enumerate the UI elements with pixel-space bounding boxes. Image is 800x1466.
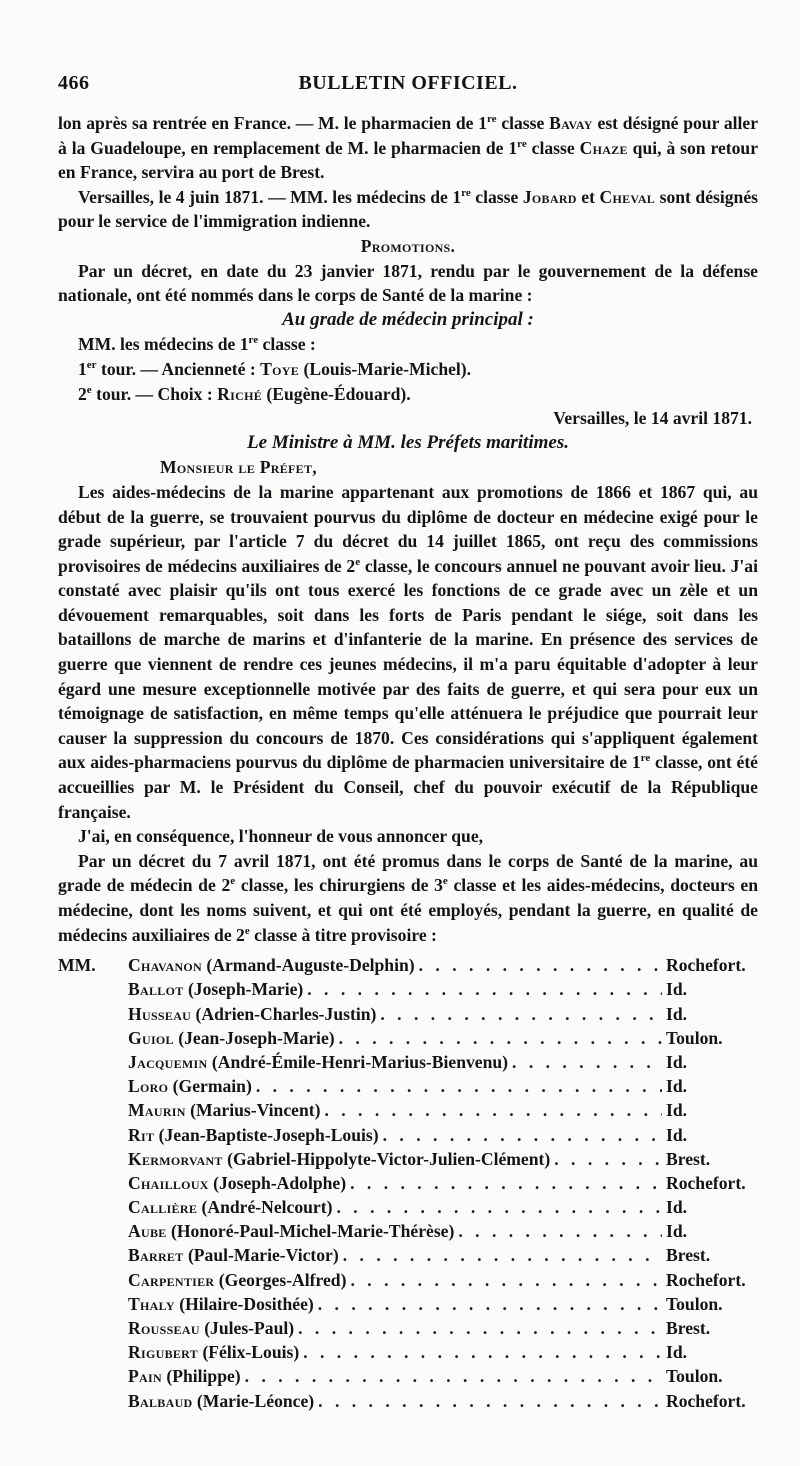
surname: Jobard: [522, 186, 577, 207]
person-name: [128, 1098, 320, 1122]
list-item: [58, 977, 758, 1001]
person-name: [128, 1123, 379, 1147]
person-name: [128, 1026, 335, 1050]
list-item: [58, 1195, 758, 1219]
port-name: Toulon.: [666, 1027, 723, 1048]
given-names: (Marie-Léonce): [192, 1390, 315, 1411]
port-name: Toulon.: [666, 1293, 723, 1314]
port-name: Id.: [666, 1003, 688, 1024]
given-names: (Joseph-Marie): [183, 979, 304, 1000]
given-names: (Honoré-Paul-Michel-Marie-Thérèse): [166, 1221, 455, 1242]
dot-leader: [350, 1171, 662, 1195]
dot-leader: [343, 1243, 662, 1267]
surname: Carpentier: [128, 1269, 215, 1290]
person-name: [128, 1219, 454, 1243]
date-line: Versailles, le 14 avril 1871.: [553, 408, 752, 429]
surname: Husseau: [128, 1003, 192, 1024]
surname: Ballot: [128, 979, 184, 1000]
tour-line-1: 1er tour. — Ancienneté : Toye (Louis-Marie-Michel).: [78, 358, 472, 379]
port-name: Brest.: [666, 1245, 711, 1266]
dot-leader: [318, 1389, 662, 1413]
person-name: [128, 1195, 332, 1219]
person-name: [128, 1340, 299, 1364]
port-name: Id.: [666, 1124, 688, 1145]
person-name: [128, 1316, 294, 1340]
person-name: [128, 1074, 252, 1098]
port-name: Rochefort.: [666, 955, 746, 976]
given-names: (André-Nelcourt): [197, 1197, 333, 1218]
list-item: [58, 1147, 758, 1171]
port-name: Rochefort.: [666, 1269, 746, 1290]
paragraph-consequence: J'ai, en conséquence, l'honneur de vous annoncer que,: [78, 826, 484, 847]
surname: Cheval: [599, 186, 656, 207]
list-item: [58, 1171, 758, 1195]
given-names: (Adrien-Charles-Justin): [191, 1003, 377, 1024]
surname: Jacquemin: [128, 1051, 208, 1072]
dot-leader: [303, 1340, 662, 1364]
surname: Aube: [128, 1221, 167, 1242]
surname: Chaze: [579, 137, 628, 158]
person-name: [128, 1364, 241, 1388]
port-name: Id.: [666, 1100, 688, 1121]
document-body: [58, 111, 758, 1413]
dot-leader: [380, 1002, 662, 1026]
surname: Loro: [128, 1076, 169, 1097]
dot-leader: [339, 1026, 662, 1050]
person-name: [128, 1171, 346, 1195]
given-names: (Jean-Joseph-Marie): [173, 1027, 335, 1048]
list-item: [58, 1123, 758, 1147]
dot-leader: [245, 1364, 662, 1388]
paragraph-bavay: lon après sa rentrée en France. — M. le pharmacien de 1re classe Bavay est désigné pour aller à la Guadeloupe, en remplacement de M. le pharmacien de 1re classe Chaze qui, à son retour en France, servira au port de Brest.: [58, 113, 759, 183]
list-item: [58, 1316, 758, 1340]
person-name: [128, 1389, 314, 1413]
person-name: [128, 977, 303, 1001]
list-item: [58, 1389, 758, 1413]
surname: Riché: [217, 383, 263, 404]
promotion-list: [58, 953, 758, 1413]
surname: Rigubert: [128, 1342, 199, 1363]
list-item: [58, 1050, 758, 1074]
port-name: Id.: [666, 1051, 688, 1072]
port-name: Rochefort.: [666, 1172, 746, 1193]
person-name: [128, 1243, 339, 1267]
given-names: (Gabriel-Hippolyte-Victor-Julien-Clément): [222, 1148, 551, 1169]
port-name: Brest.: [666, 1148, 711, 1169]
given-names: (Armand-Auguste-Delphin): [202, 955, 415, 976]
dot-leader: [336, 1195, 662, 1219]
given-names: (André-Émile-Henri-Marius-Bienvenu): [207, 1051, 509, 1072]
person-name: [128, 953, 415, 977]
dot-leader: [350, 1268, 662, 1292]
tour-line-2: 2e tour. — Choix : Riché (Eugène-Édouard).: [78, 383, 411, 404]
list-item: [58, 1026, 758, 1050]
surname: Callière: [128, 1197, 198, 1218]
given-names: (Marius-Vincent): [185, 1100, 321, 1121]
running-title: BULLETIN OFFICIEL.: [298, 72, 518, 94]
person-name: [128, 1050, 508, 1074]
port-name: Id.: [666, 1221, 688, 1242]
port-name: Rochefort.: [666, 1390, 746, 1411]
given-names: (Paul-Marie-Victor): [183, 1245, 339, 1266]
given-names: (Germain): [168, 1076, 252, 1097]
dot-leader: [307, 977, 662, 1001]
person-name: [128, 1147, 550, 1171]
port-name: Toulon.: [666, 1366, 723, 1387]
surname: Kermorvant: [128, 1148, 223, 1169]
list-item: [58, 1243, 758, 1267]
dot-leader: [554, 1147, 662, 1171]
surname: Balbaud: [128, 1390, 193, 1411]
page-header: [58, 72, 758, 102]
list-item: [58, 1292, 758, 1316]
list-item: [58, 1364, 758, 1388]
person-name: [128, 1292, 314, 1316]
salutation: Monsieur le Préfet,: [160, 457, 317, 478]
given-names: (Georges-Alfred): [214, 1269, 347, 1290]
dot-leader: [256, 1074, 662, 1098]
dot-leader: [383, 1123, 662, 1147]
port-name: Id.: [666, 1342, 688, 1363]
list-item: [58, 1268, 758, 1292]
surname: Guiol: [128, 1027, 174, 1048]
port-name: Brest.: [666, 1318, 711, 1338]
surname: Thaly: [128, 1293, 175, 1314]
port-name: Id.: [666, 979, 688, 1000]
paragraph-decret-janvier: Par un décret, en date du 23 janvier 1871, rendu par le gouvernement de la défense nationale, ont été nommés dans le corps de Santé de la marine :: [58, 260, 758, 306]
given-names: (Philippe): [161, 1366, 241, 1387]
dot-leader: [512, 1050, 662, 1074]
paragraph-jobard: Versailles, le 4 juin 1871. — MM. les médecins de 1re classe Jobard et Cheval sont désignés pour le service de l'immigration indienne.: [58, 186, 759, 232]
given-names: (Hilaire-Dosithée): [174, 1293, 314, 1314]
ministre-heading: Le Ministre à MM. les Préfets maritimes.: [247, 431, 569, 453]
paragraph-decret-avril: Par un décret du 7 avril 1871, ont été promus dans le corps de Santé de la marine, au grade de médecin de 2e classe, les chirurgiens de 3e classe et les aides-médecins, docteurs en médecine, dont les noms suivent, et qui ont été employés, pendant la guerre, en qualité de médecins auxiliaires de 2e classe à titre provisoire :: [58, 850, 758, 945]
surname: Toye: [260, 358, 300, 379]
surname: Maurin: [128, 1100, 186, 1121]
surname: Barret: [128, 1245, 184, 1266]
given-names: (Félix-Louis): [198, 1342, 300, 1363]
list-item: [58, 1219, 758, 1243]
list-item: [58, 953, 758, 977]
grade-heading: Au grade de médecin principal :: [282, 308, 534, 330]
person-name: [128, 1002, 376, 1026]
given-names: (Joseph-Adolphe): [208, 1172, 347, 1193]
mm-line: MM. les médecins de 1re classe :: [78, 334, 316, 355]
page-number: 466: [58, 72, 90, 94]
surname: Rit: [128, 1124, 155, 1145]
dot-leader: [318, 1292, 662, 1316]
surname: Rousseau: [128, 1318, 200, 1338]
surname: Bavay: [549, 113, 593, 133]
list-item: [58, 1074, 758, 1098]
surname: Pain: [128, 1366, 162, 1387]
promotions-heading: Promotions.: [360, 235, 456, 256]
surname: Chailloux: [128, 1172, 209, 1193]
given-names: (Jules-Paul): [199, 1318, 295, 1338]
dot-leader: [324, 1098, 662, 1122]
port-name: Id.: [666, 1197, 688, 1218]
surname: Chavanon: [128, 955, 203, 976]
list-item: [58, 1098, 758, 1122]
dot-leader: [419, 953, 662, 977]
list-item: [58, 1002, 758, 1026]
paragraph-aides-medecins: Les aides-médecins de la marine appartenant aux promotions de 1866 et 1867 qui, au début de la guerre, se trouvaient pourvus du diplôme de docteur en médecine exigé pour le grade supérieur, par l'article 7 du décret du 14 juillet 1865, ont reçu des commissions provisoires de médecins auxiliaires de 2e classe, le concours annuel ne pouvant avoir lieu. J'ai constaté avec plaisir qu'ils ont tous exercé les fonctions de ce grade avec un zèle et un dévouement remarquables, soit dans les forts de Paris pendant le siége, soit dans les bataillons de marche de marins et d'infanterie de la marine. En présence des services de guerre que viennent de rendre ces jeunes médecins, il m'a paru équitable d'adopter à leur égard une mesure exceptionnelle motivée par des faits de guerre, et qui sera pour eux un témoignage de satisfaction, en même temps qu'elle atténuera le préjudice que pourrait leur causer la suppression du concours de 1870. Ces considérations qui s'appliquent également aux aides-pharmaciens pourvus du diplôme de pharmacien universitaire de 1re classe, ont été accueillies par M. le Président du Conseil, chef du pouvoir exécutif de la République française.: [58, 481, 758, 822]
person-name: [128, 1268, 346, 1292]
dot-leader: [298, 1316, 662, 1340]
list-item: [58, 1340, 758, 1364]
given-names: (Jean-Baptiste-Joseph-Louis): [154, 1124, 379, 1145]
dot-leader: [458, 1219, 662, 1243]
list-lead: MM.: [58, 955, 96, 976]
port-name: Id.: [666, 1076, 688, 1097]
